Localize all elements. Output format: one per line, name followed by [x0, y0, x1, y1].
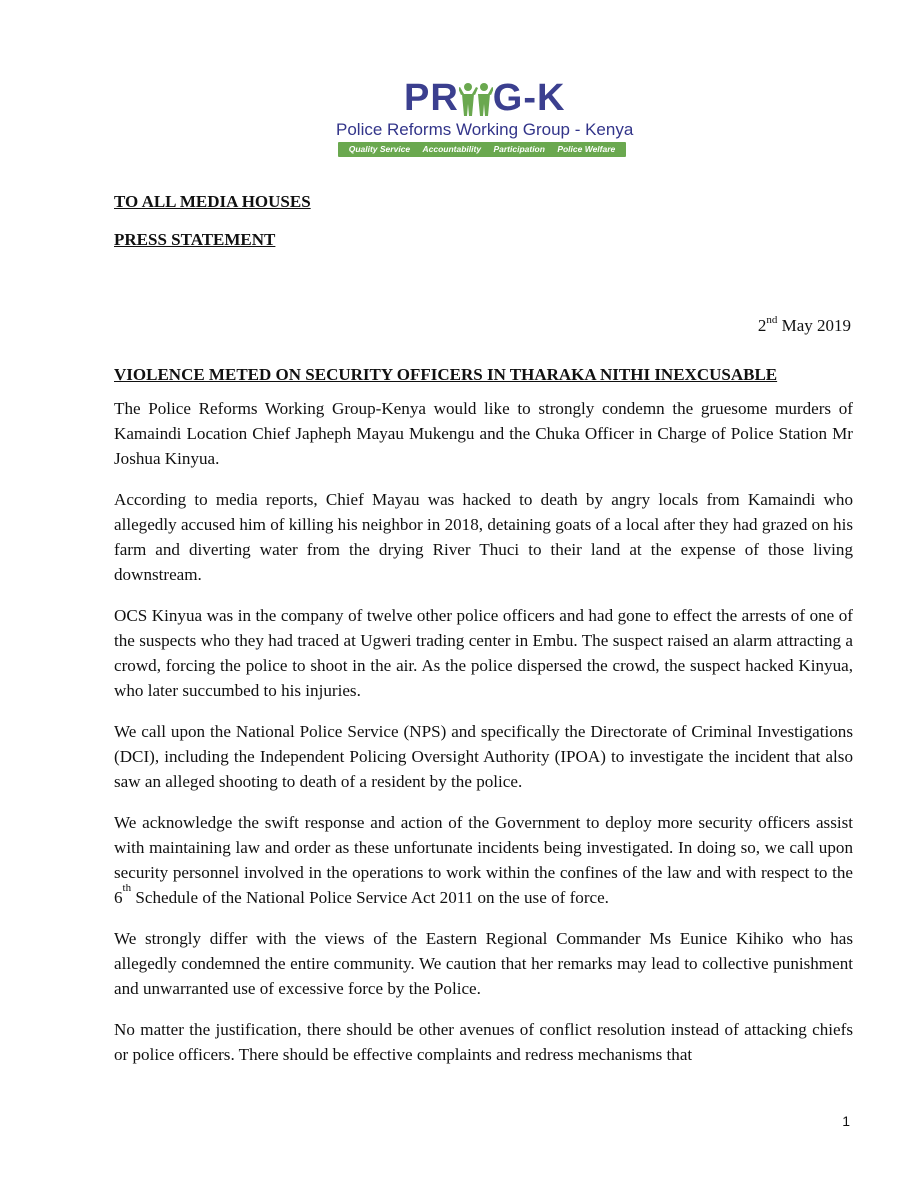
tagline-item: Quality Service: [348, 144, 411, 154]
statement-body: [114, 396, 853, 1083]
page-number: 1: [842, 1113, 850, 1129]
organization-name: Police Reforms Working Group - Kenya: [336, 120, 634, 139]
date-day: 2: [757, 316, 767, 335]
statement-title: VIOLENCE METED ON SECURITY OFFICERS IN THARAKA NITHI INEXCUSABLE: [114, 365, 778, 384]
ordinal-suffix: th: [122, 882, 132, 894]
logo-mark-left: PR: [404, 77, 459, 119]
paragraph: [114, 810, 853, 910]
logo-mark-right: G-K: [492, 77, 566, 119]
paragraph: According to media reports, Chief Mayau was hacked to death by angry locals from Kamaindi who allegedly accused him of killing his neighbor in 2018, detaining goats of a local after they had grazed on his farm and diverting water from the drying River Thuci to their land at the expense of those living downstream.: [114, 490, 853, 584]
paragraph: OCS Kinyua was in the company of twelve other police officers and had gone to effect the arrests of one of the suspects who they had traced at Ugweri trading center in Embu. The suspect raised an alarm attracting a crowd, forcing the police to shoot in the air. As the police dispersed the crowd, the suspect hacked Kinyua, who later succumbed to his injuries.: [114, 606, 853, 700]
paragraph-text: We acknowledge the swift response and action of the Government to deploy more security officers assist with maintaining law and order as these unfortunate incidents being investigated. In doing so, we call upon security personnel involved in the operations to work within the confines of the law and with respect to the 6: [114, 813, 853, 907]
tagline-item: Police Welfare: [557, 144, 616, 154]
paragraph: The Police Reforms Working Group-Kenya would like to strongly condemn the gruesome murders of Kamaindi Location Chief Japheph Mayau Mukengu and the Chuka Officer in Charge of Police Station Mr Joshua Kinyua.: [114, 399, 853, 468]
date-suffix: nd: [766, 314, 778, 326]
logo-mark: [404, 78, 564, 118]
paragraph: We strongly differ with the views of the Eastern Regional Commander Ms Eunice Kihiko who has allegedly condemned the entire community. We caution that her remarks may lead to collective punishment and unwarranted use of excessive force by the Police.: [114, 929, 853, 998]
logo-tagline-bar: [338, 142, 626, 157]
prwg-k-logo: [336, 70, 634, 160]
statement-date: [758, 315, 851, 337]
paragraph: We call upon the National Police Service (NPS) and specifically the Directorate of Criminal Investigations (DCI), including the Independent Policing Oversight Authority (IPOA) to investigate the incident that also saw an alleged shooting to death of a resident by the police.: [114, 722, 853, 791]
addressee-heading: TO ALL MEDIA HOUSES: [114, 192, 311, 211]
paragraph-text: Schedule of the National Police Service Act 2011 on the use of force.: [131, 888, 609, 907]
people-figures-icon: [459, 78, 493, 118]
date-month-year: May 2019: [781, 316, 851, 335]
statement-type-heading: PRESS STATEMENT: [114, 230, 276, 249]
paragraph: No matter the justification, there should be other avenues of conflict resolution instead of attacking chiefs or police officers. There should be effective complaints and redress mechanisms that: [114, 1020, 853, 1064]
tagline-item: Participation: [493, 144, 545, 154]
tagline-item: Accountability: [422, 144, 482, 154]
